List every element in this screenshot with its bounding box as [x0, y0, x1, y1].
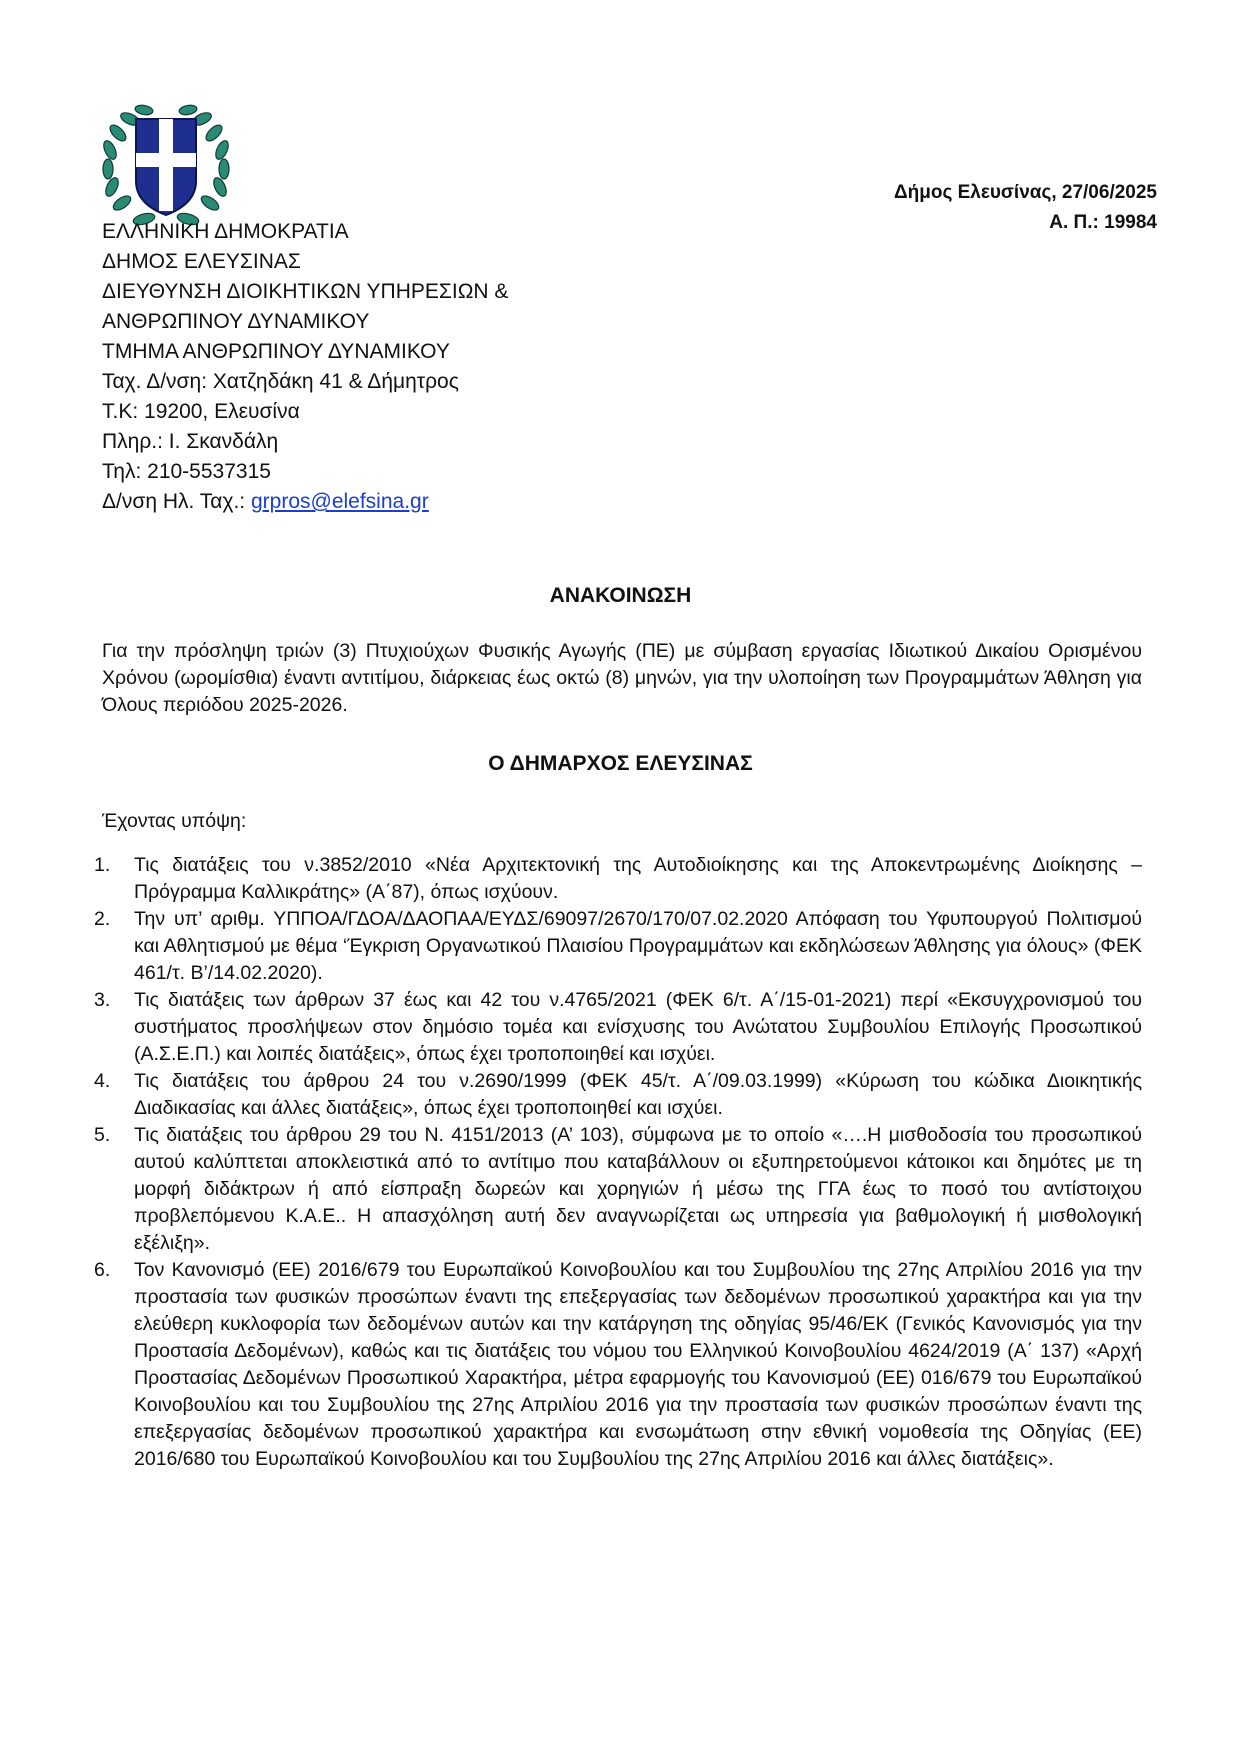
sender-line: Ταχ. Δ/νση: Χατζηδάκη 41 & Δήμητρος [102, 370, 459, 393]
sender-line: ΔΙΕΥΘΥΝΣΗ ΔΙΟΙΚΗΤΙΚΩΝ ΥΠΗΡΕΣΙΩΝ & [102, 280, 509, 303]
item-text: Τον Κανονισμό (ΕΕ) 2016/679 του Ευρωπαϊκού Κοινοβουλίου και του Συμβουλίου της 27ης Απριλίου 2016 για την προστασία των φυσικών προσώπων έναντι της επεξεργασίας των δεδομένων προσωπικού χαρακτήρα και για την ελεύθερη κυκλοφορία των δεδομένων αυτών και την κατάργηση της οδηγίας 95/46/ΕΚ (Γενικός Κανονισμός για την Προστασία Δεδομένων), καθώς και τις διατάξεις του νόμου του Ελληνικού Κοινοβουλίου 4624/2019 (Α΄ 137) «Αρχή Προστασίας Δεδομένων Προσωπικού Χαρακτήρα, μέτρα εφαρμογής του Κανονισμού (ΕΕ) 016/679 του Ευρωπαϊκού Κοινοβουλίου και του Συμβουλίου της 27ης Απριλίου 2016 για την προστασία των φυσικών προσώπων έναντι της επεξεργασίας δεδομένων προσωπικού χαρακτήρα και ενσωμάτωση στην εθνική νομοθεσία της Οδηγίας (ΕΕ) 2016/680 του Ευρωπαϊκού Κοινοβουλίου και του Συμβουλίου της 27ης Απριλίου 2016 και άλλες διατάξεις». [134, 1259, 1142, 1470]
protocol-number: Α. Π.: 19984 [1049, 212, 1157, 233]
sender-line: Τ.Κ: 19200, Ελευσίνα [102, 400, 300, 423]
sender-email-line [102, 487, 508, 517]
email-label: Δ/νση Ηλ. Ταχ.: [102, 490, 251, 513]
sender-line: Τηλ: 210-5537315 [102, 460, 271, 483]
item-number: 5. [94, 1124, 111, 1146]
sender-line: ΔΗΜΟΣ ΕΛΕΥΣΙΝΑΣ [102, 250, 301, 273]
greek-coat-of-arms-icon [100, 103, 232, 231]
list-item [90, 987, 1142, 1068]
place-date: Δήμος Ελευσίνας, 27/06/2025 [893, 182, 1157, 203]
sender-line: Πληρ.: Ι. Σκανδάλη [102, 430, 279, 453]
sender-line: ΕΛΛΗΝΙΚΗ ΔΗΜΟΚΡΑΤΙΑ [102, 220, 349, 243]
item-number: 4. [94, 1070, 111, 1092]
sender-line: ΤΜΗΜΑ ΑΝΘΡΩΠΙΝΟΥ ΔΥΝΑΜΙΚΟΥ [102, 340, 450, 363]
list-item [90, 1068, 1142, 1122]
list-item [90, 1257, 1142, 1473]
sender-line: ΑΝΘΡΩΠΙΝΟΥ ΔΥΝΑΜΙΚΟΥ [102, 310, 370, 333]
considering-label: Έχοντας υπόψη: [102, 810, 247, 832]
list-item [90, 852, 1142, 906]
item-text: Την υπ’ αριθμ. ΥΠΠΟΑ/ΓΔΟΑ/ΔΑΟΠΑΑ/ΕΥΔΣ/69097/2670/170/07.02.2020 Απόφαση του Υφυπουργού Πολιτισμού και Αθλητισμού με θέμα ‘Έγκριση Οργανωτικού Πλαισίου Προγραμμάτων και εκδηλώσεων Άθλησης για όλους» (ΦΕΚ 461/τ. Β’/14.02.2020). [134, 908, 1142, 984]
document-meta [894, 178, 1157, 238]
item-text: Τις διατάξεις του άρθρου 29 του Ν. 4151/2013 (Α’ 103), σύμφωνα με το οποίο «….Η μισθοδοσία του προσωπικού αυτού καλύπτεται αποκλειστικά από το αντίτιμο που καταβάλλουν οι εξυπηρετούμενοι κάτοικοι και δημότες με τη μορφή διδάκτρων ή από είσπραξη δωρεών και χορηγιών ή μέσω της ΓΓΑ έως το ποσό του αντίστοιχου προβλεπόμενου Κ.Α.Ε.. Η απασχόληση αυτή δεν αναγνωρίζεται ως υπηρεσία για βαθμολογική ή μισθολογική εξέλιξη». [134, 1124, 1142, 1254]
item-text: Τις διατάξεις του ν.3852/2010 «Νέα Αρχιτεκτονική της Αυτοδιοίκησης και της Αποκεντρωμένης Διοίκησης – Πρόγραμμα Καλλικράτης» (Α΄87), όπως ισχύουν. [134, 854, 1142, 903]
list-item [90, 906, 1142, 987]
item-number: 1. [94, 854, 111, 876]
item-number: 3. [94, 989, 111, 1011]
item-text: Τις διατάξεις των άρθρων 37 έως και 42 του ν.4765/2021 (ΦΕΚ 6/τ. Α΄/15-01-2021) περί «Εκσυγχρονισμού του συστήματος προσλήψεων στον δημόσιο τομέα και ενίσχυσης του Ανώτατου Συμβουλίου Επιλογής Προσωπικού (Α.Σ.Ε.Π.) και λοιπές διατάξεις», όπως έχει τροποποιηθεί και ισχύει. [134, 989, 1142, 1065]
subject-paragraph: Για την πρόσληψη τριών (3) Πτυχιούχων Φυσικής Αγωγής (ΠΕ) με σύμβαση εργασίας Ιδιωτικού Δικαίου Ορισμένου Χρόνου (ωρομίσθια) έναντι αντιτίμου, διάρκειας έως οκτώ (8) μηνών, για την υλοποίηση των Προγραμμάτων Άθληση για Όλους περιόδου 2025-2026. [102, 640, 1142, 716]
item-number: 2. [94, 908, 111, 930]
mayor-heading: Ο ΔΗΜΑΡΧΟΣ ΕΛΕΥΣΙΝΑΣ [488, 752, 753, 775]
email-link[interactable]: grpros@elefsina.gr [250, 490, 429, 513]
item-text: Τις διατάξεις του άρθρου 24 του ν.2690/1999 (ΦΕΚ 45/τ. Α΄/09.03.1999) «Κύρωση του κώδικα Διοικητικής Διαδικασίας και άλλες διατάξεις», όπως έχει τροποποιηθεί και ισχύει. [134, 1070, 1142, 1119]
considerations-list [90, 852, 1142, 1473]
sender-block [102, 217, 508, 517]
document-title: ΑΝΑΚΟΙΝΩΣΗ [549, 584, 692, 607]
list-item [90, 1122, 1142, 1257]
item-number: 6. [94, 1259, 111, 1281]
